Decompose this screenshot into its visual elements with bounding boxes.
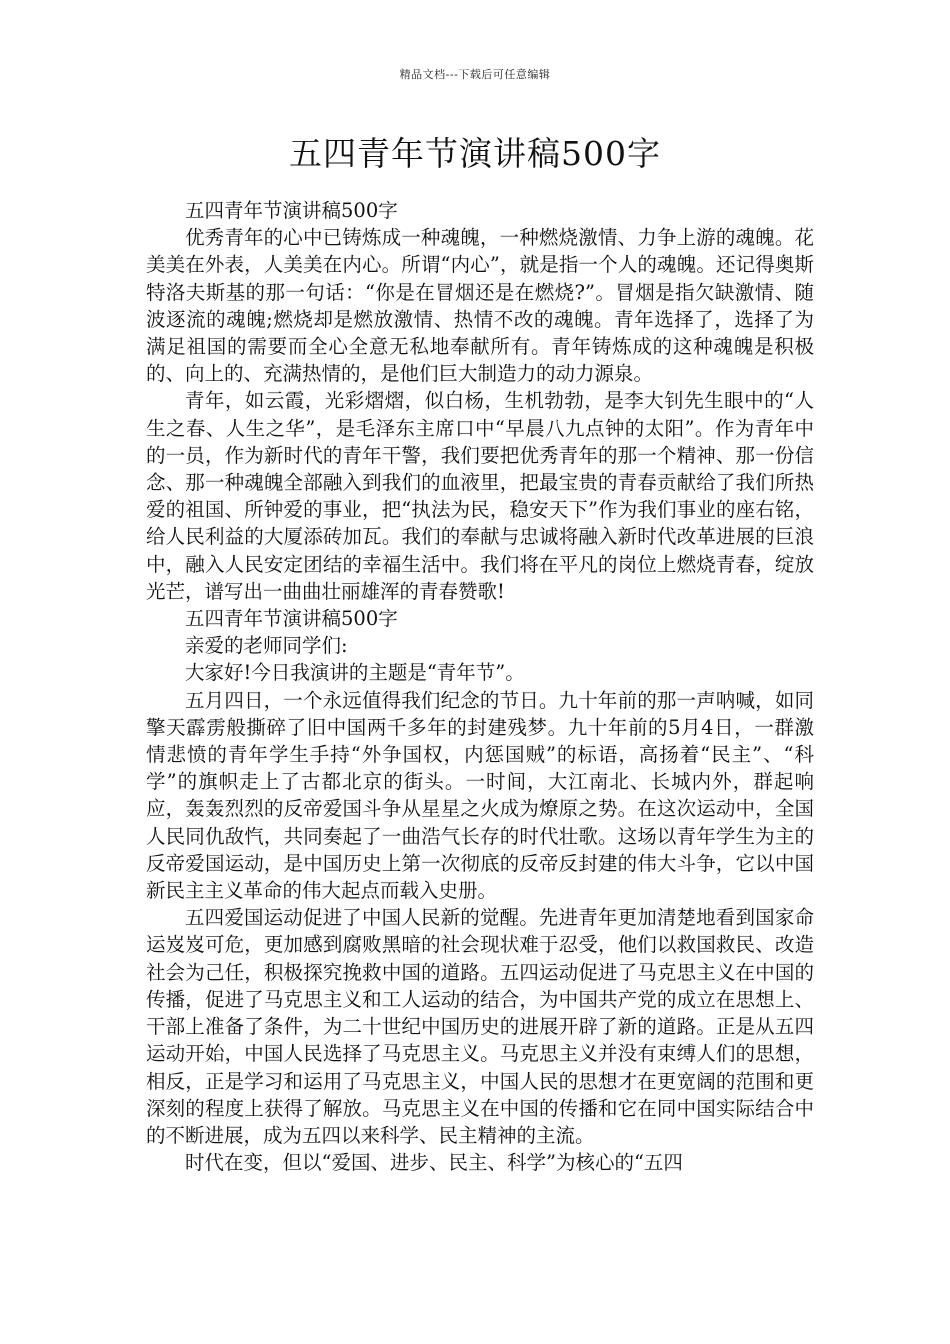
- header-note: 精品文档---下载后可任意编辑: [399, 68, 551, 81]
- body-paragraph: 亲爱的老师同学们:: [185, 634, 348, 658]
- body-paragraph: 青年，如云霞，光彩熠熠，似白杨，生机勃勃，是李大钊先生眼中的“人生之春、人生之华”，是毛泽东主席口中“早晨八九点钟的太阳”。作为青年中的一员，作为新时代的青年干警，我们要把优秀青年的那一个精神、那一份信念、那一种魂魄全部融入到我们的血液里，把最宝贵的青春贡献给了我们所热爱的祖国、所钟爱的事业，把“执法为民，稳安天下”作为我们事业的座右铭，给人民利益的大厦添砖加瓦。我们的奉献与忠诚将融入新时代改革进展的巨浪中，融入人民安定团结的幸福生活中。我们将在平凡的岗位上燃烧青春，绽放光芒，谱写出一曲曲壮丽雄浑的青春赞歌!: [146, 389, 814, 603]
- document-title: 五四青年节演讲稿500字: [289, 134, 661, 173]
- body-paragraph: 五四青年节演讲稿500字: [185, 607, 398, 631]
- body-paragraph: 时代在变，但以“爱国、进步、民主、科学”为核心的“五四: [185, 1151, 683, 1175]
- body-paragraph: 五四爱国运动促进了中国人民新的觉醒。先进青年更加清楚地看到国家命运岌岌可危，更加感到腐败黑暗的社会现状难于忍受，他们以救国救民、改造社会为己任，积极探究挽救中国的道路。五四运动促进了马克思主义在中国的传播，促进了马克思主义和工人运动的结合，为中国共产党的成立在思想上、干部上准备了条件，为二十世纪中国历史的进展开辟了新的道路。正是从五四运动开始，中国人民选择了马克思主义。马克思主义并没有束缚人们的思想，相反，正是学习和运用了马克思主义，中国人民的思想才在更宽阔的范围和更深刻的程度上获得了解放。马克思主义在中国的传播和它在同中国实际结合中的不断进展，成为五四以来科学、民主精神的主流。: [146, 906, 814, 1147]
- body-paragraph: 大家好!今日我演讲的主题是“青年节”。: [185, 661, 525, 685]
- body-paragraph: 五四青年节演讲稿500字: [185, 199, 398, 222]
- body-paragraph: 优秀青年的心中已铸炼成一种魂魄，一种燃烧激情、力争上游的魂魄。花美美在外表，人美美在内心。所谓“内心”，就是指一个人的魂魄。还记得奥斯特洛夫斯基的那一句话：“你是在冒烟还是在燃烧?”。冒烟是指欠缺激情、随波逐流的魂魄;燃烧却是燃放激情、热情不改的魂魄。青年选择了，选择了为满足祖国的需要而全心全意无私地奉献所有。青年铸炼成的这种魂魄是积极的、向上的、充满热情的，是他们巨大制造力的动力源泉。: [146, 226, 814, 386]
- document-body: [146, 197, 814, 1176]
- body-paragraph: 五月四日，一个永远值得我们纪念的节日。九十年前的那一声呐喊，如同擎天霹雳般撕碎了旧中国两千多年的封建残梦。九十年前的5月4日，一群激情悲愤的青年学生手持“外争国权，内惩国贼”的标语，高扬着“民主”、“科学”的旗帜走上了古都北京的街头。一时间，大江南北、长城内外，群起响应，轰轰烈烈的反帝爱国斗争从星星之火成为燎原之势。在这次运动中，全国人民同仇敌忾，共同奏起了一曲浩气长存的时代壮歌。这场以青年学生为主的反帝爱国运动，是中国历史上第一次彻底的反帝反封建的伟大斗争，它以中国新民主主义革命的伟大起点而载入史册。: [146, 688, 814, 903]
